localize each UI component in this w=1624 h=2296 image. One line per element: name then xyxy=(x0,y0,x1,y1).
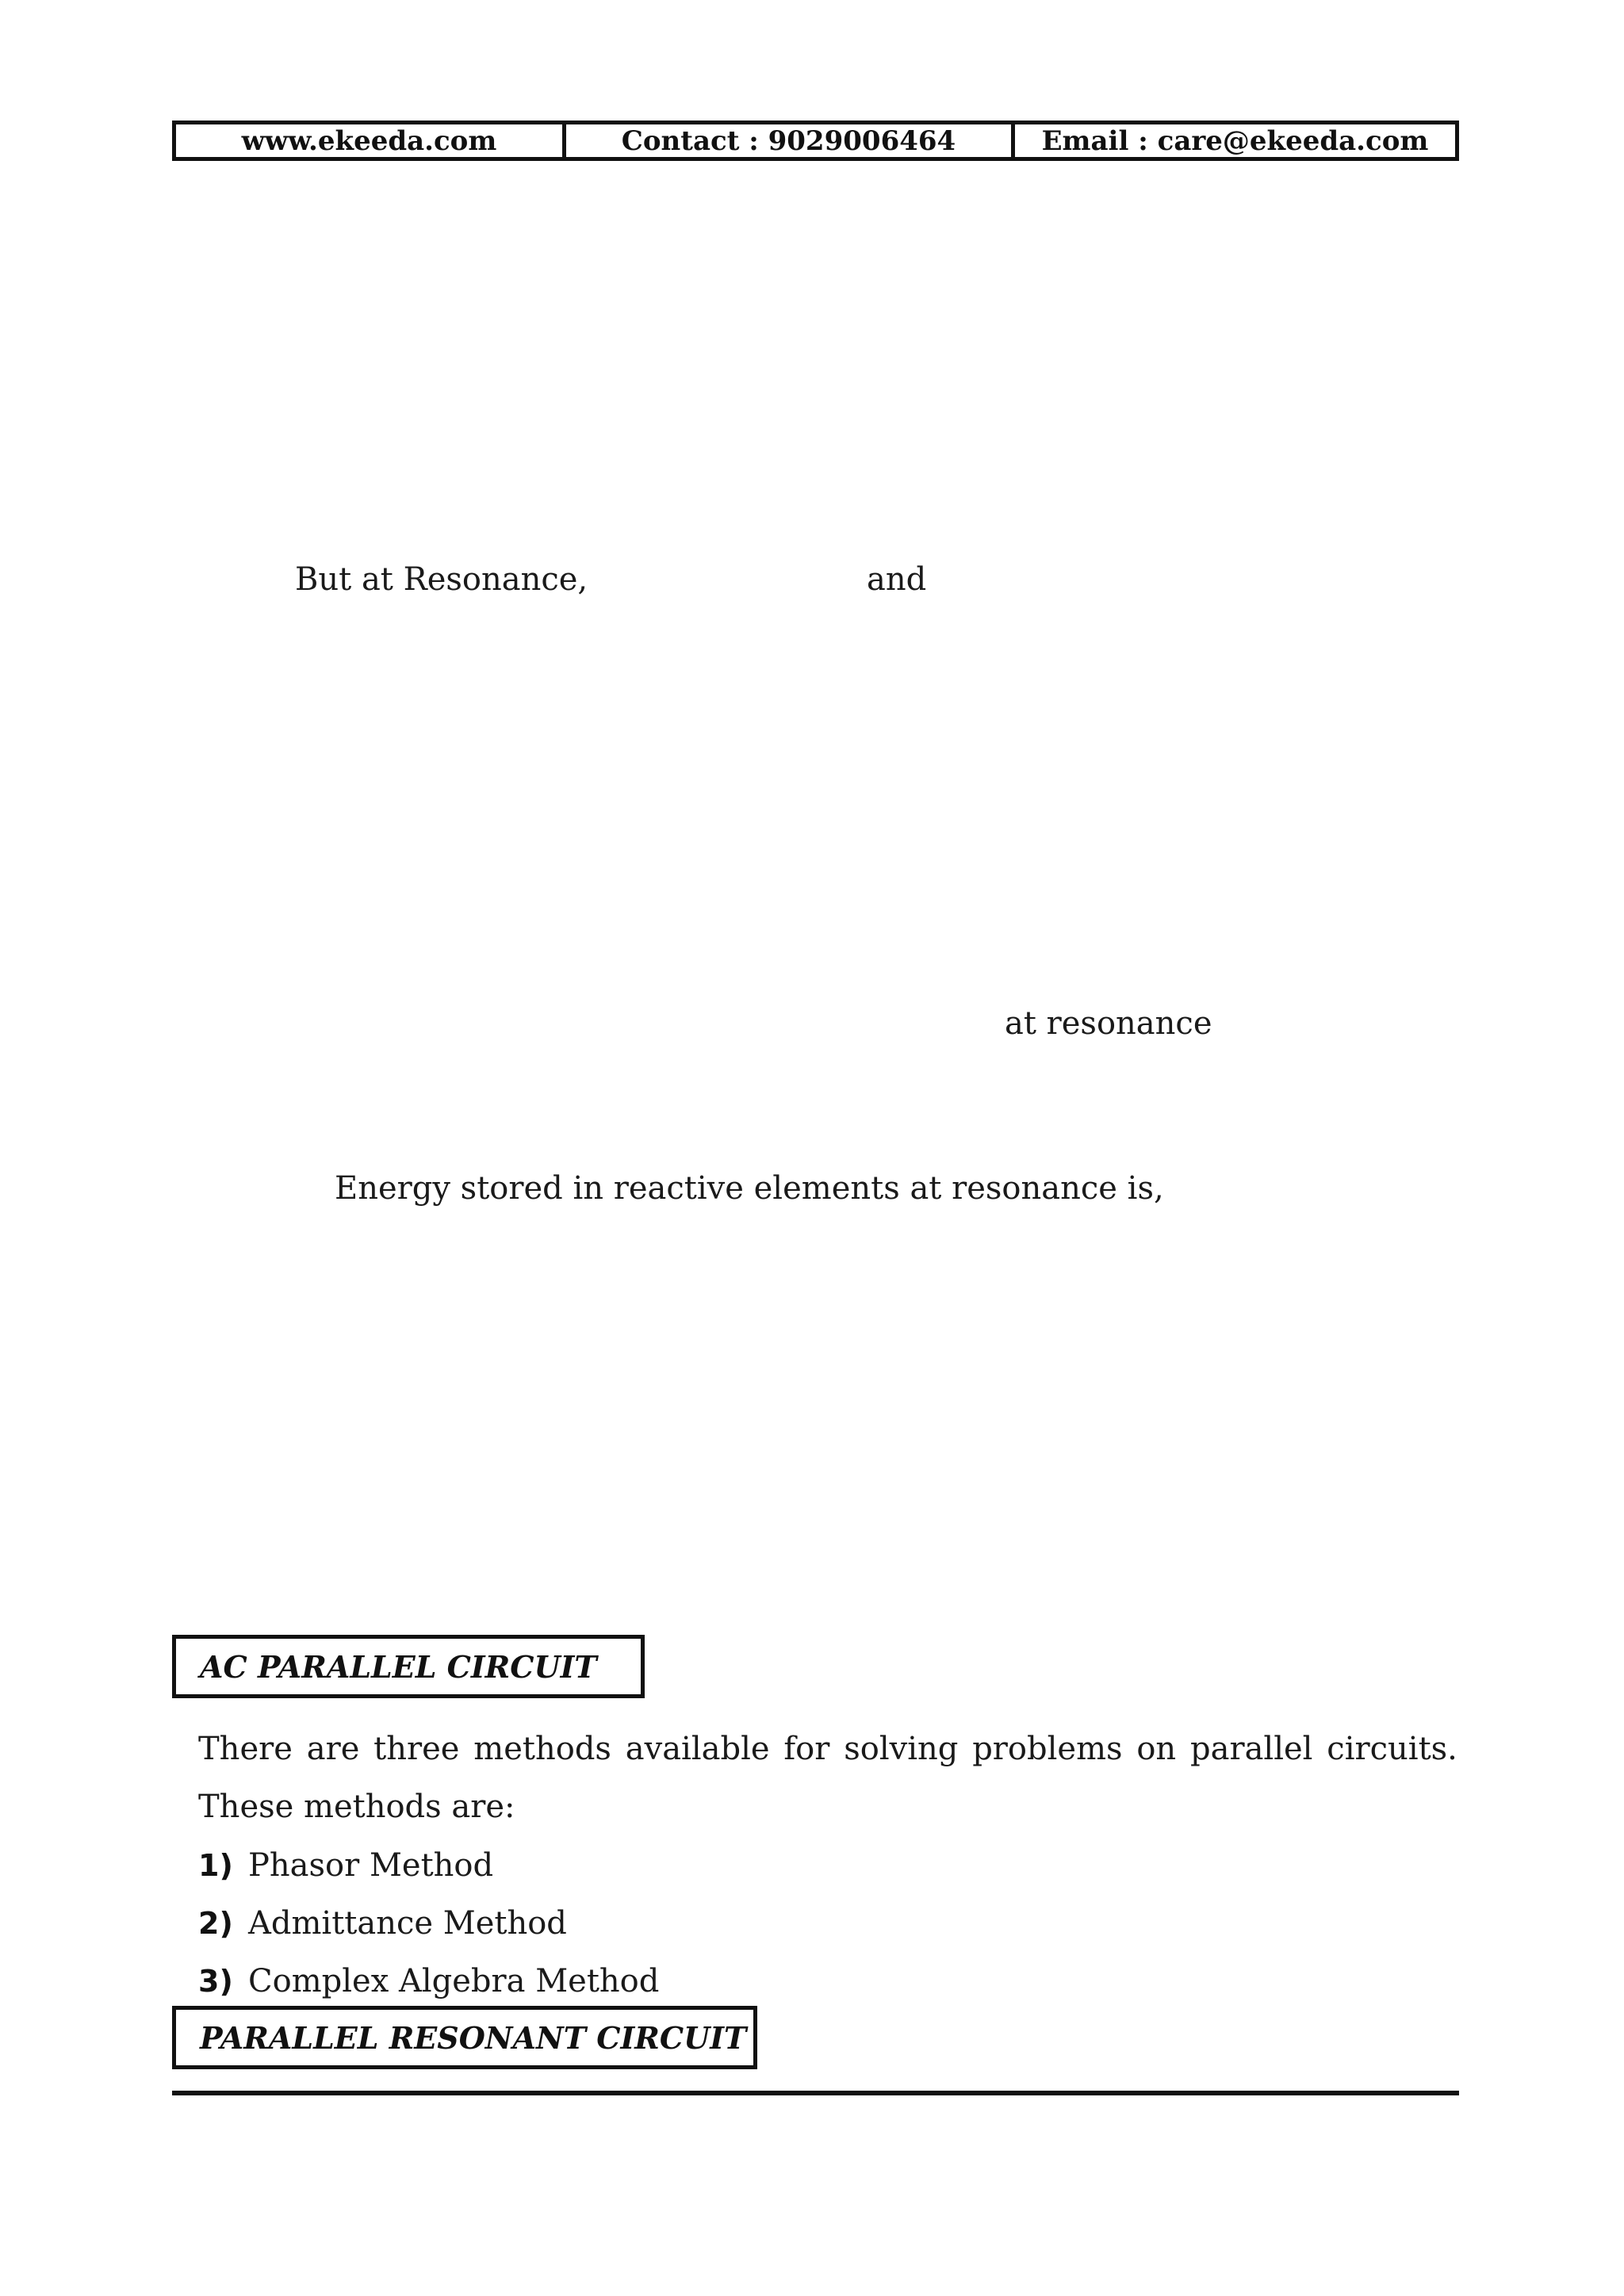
header-contact-bar xyxy=(172,121,1459,161)
and-text: and xyxy=(867,561,927,598)
list-number: 1) xyxy=(198,1848,233,1883)
bottom-divider xyxy=(172,2091,1459,2095)
header-contact: Contact : 9029006464 xyxy=(566,124,1015,157)
section-heading-ac-parallel-circuit xyxy=(172,1635,645,1698)
intro-word: parallel xyxy=(1190,1731,1313,1767)
intro-word: for xyxy=(783,1731,830,1767)
intro-word: are xyxy=(306,1731,360,1767)
list-item xyxy=(198,1963,659,1999)
list-number: 2) xyxy=(198,1906,233,1941)
intro-line-2: These methods are: xyxy=(198,1789,515,1825)
header-website: www.ekeeda.com xyxy=(176,124,566,157)
section-heading-parallel-resonant-circuit xyxy=(172,2006,757,2069)
header-email: Email : care@ekeeda.com xyxy=(1041,124,1429,157)
section-heading-label: AC PARALLEL CIRCUIT xyxy=(200,1648,597,1685)
intro-word: methods xyxy=(473,1731,611,1767)
intro-word: three xyxy=(373,1731,460,1767)
intro-line-1 xyxy=(198,1720,1457,1778)
list-item xyxy=(198,1847,493,1884)
at-resonance-text: at resonance xyxy=(1005,1005,1212,1042)
intro-word: on xyxy=(1136,1731,1177,1767)
intro-paragraph xyxy=(198,1720,1457,1836)
list-item xyxy=(198,1905,567,1942)
intro-word: solving xyxy=(844,1731,959,1767)
section-heading-label: PARALLEL RESONANT CIRCUIT xyxy=(200,2019,747,2056)
list-label: Admittance Method xyxy=(248,1905,567,1942)
but-at-resonance-text: But at Resonance, xyxy=(295,561,588,598)
list-label: Phasor Method xyxy=(248,1847,494,1884)
intro-word: circuits. xyxy=(1327,1731,1457,1767)
list-label: Complex Algebra Method xyxy=(248,1963,660,1999)
list-number: 3) xyxy=(198,1964,233,1999)
intro-word: problems xyxy=(972,1731,1123,1767)
intro-word: available xyxy=(625,1731,770,1767)
energy-stored-text: Energy stored in reactive elements at resonance is, xyxy=(335,1170,1164,1207)
intro-word: There xyxy=(198,1731,293,1767)
